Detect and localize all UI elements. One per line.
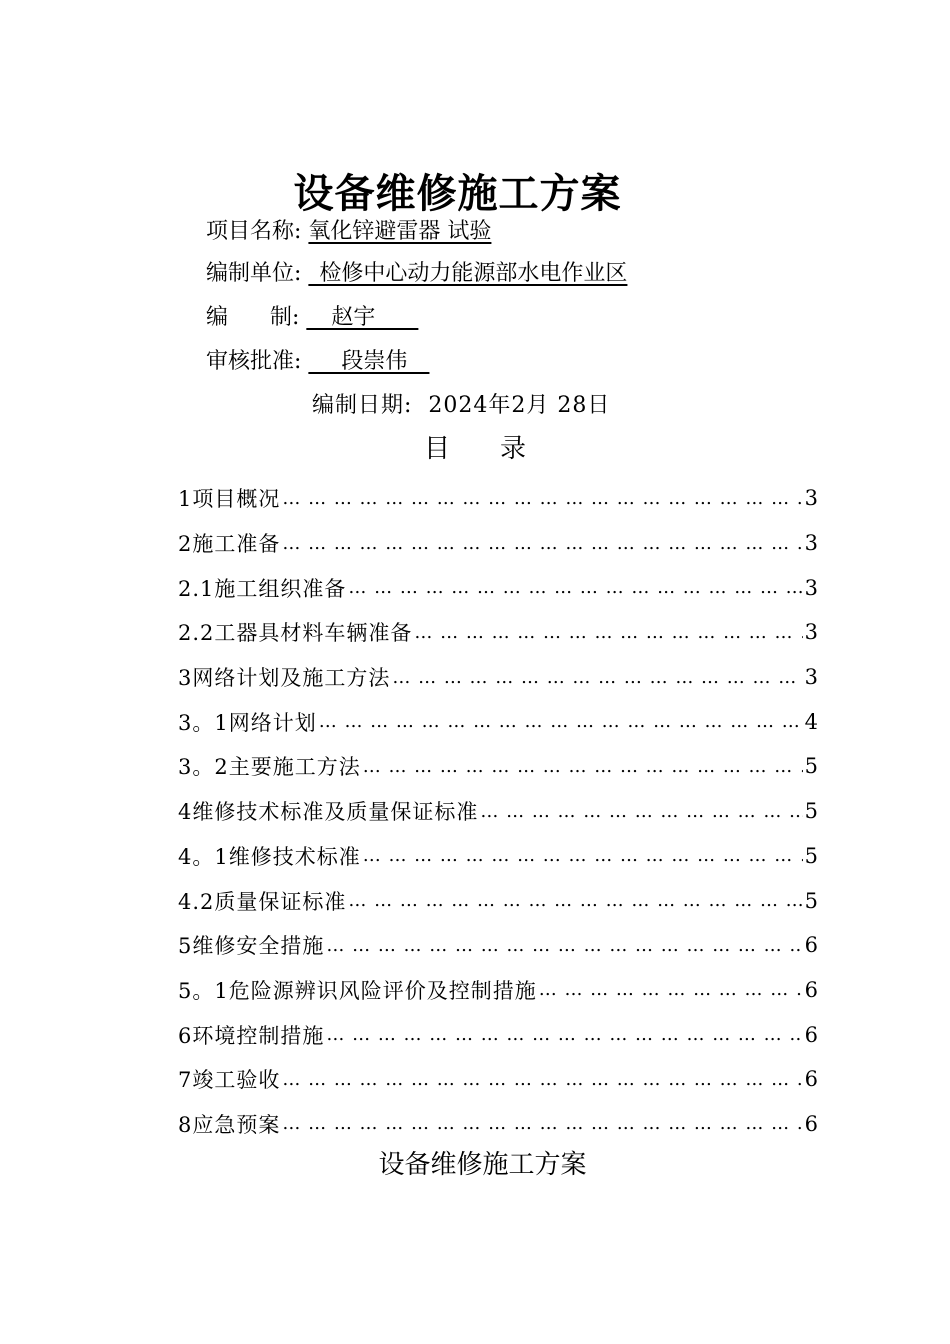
toc-leader <box>348 577 802 598</box>
toc-leader <box>282 488 802 509</box>
toc-item-page: 3 <box>804 575 818 600</box>
toc-leader <box>539 979 803 1000</box>
toc-item-text: 1项目概况 <box>178 487 281 512</box>
toc-leader <box>282 533 802 554</box>
project-name-label: 项目名称: <box>206 219 302 244</box>
toc-item-text: 4。1维修技术标准 <box>178 844 361 869</box>
toc-item-text: 3。1网络计划 <box>178 710 317 735</box>
toc-item-page: 3 <box>804 620 818 645</box>
toc-item[interactable] <box>178 878 818 923</box>
toc-item-text: 5维修安全措施 <box>178 934 325 959</box>
toc-item[interactable] <box>178 476 818 521</box>
toc-item[interactable] <box>178 655 818 700</box>
toc-leader <box>326 1024 802 1045</box>
toc-heading-left: 目 <box>423 434 450 464</box>
toc-item[interactable] <box>178 789 818 834</box>
toc-item-page: 4 <box>804 709 818 734</box>
toc-heading <box>0 428 950 465</box>
compiling-unit-label: 编制单位: <box>206 261 302 286</box>
toc-item-text: 6环境控制措施 <box>178 1023 325 1048</box>
toc-leader <box>392 667 802 688</box>
toc-item[interactable] <box>178 565 818 610</box>
section-title: 设备维修施工方案 <box>378 1150 587 1180</box>
toc-item-page: 5 <box>804 843 818 868</box>
toc-item[interactable] <box>178 521 818 566</box>
toc-item-text: 3。2主要施工方法 <box>178 755 361 780</box>
toc-item[interactable] <box>178 834 818 879</box>
toc-item-page: 6 <box>804 933 818 958</box>
toc-item-text: 3网络计划及施工方法 <box>178 666 391 691</box>
table-of-contents <box>178 476 818 1146</box>
toc-item-text: 2.2工器具材料车辆准备 <box>178 621 413 646</box>
toc-leader <box>282 1069 802 1090</box>
toc-leader <box>480 801 802 822</box>
toc-item-page: 5 <box>804 799 818 824</box>
document-title: 设备维修施工方案 <box>293 171 622 217</box>
toc-item-page: 3 <box>804 665 818 690</box>
author-row <box>206 300 418 331</box>
toc-item[interactable] <box>178 699 818 744</box>
author-value: _ 赵宇 __ <box>306 305 419 330</box>
toc-item[interactable] <box>178 610 818 655</box>
compiling-unit-row <box>206 256 627 287</box>
toc-item[interactable] <box>178 923 818 968</box>
toc-item-text: 8应急预案 <box>178 1112 281 1137</box>
toc-item-text: 4.2质量保证标准 <box>178 889 347 914</box>
toc-item[interactable] <box>178 1102 818 1147</box>
toc-item-text: 2施工准备 <box>178 532 281 557</box>
toc-item-page: 5 <box>804 888 818 913</box>
toc-item-page: 6 <box>804 1067 818 1092</box>
approver-row <box>206 344 429 375</box>
toc-item-text: 2.1施工组织准备 <box>178 576 347 601</box>
toc-item[interactable] <box>178 1057 818 1102</box>
project-name-value: 氧化锌避雷器 试验 <box>308 219 492 244</box>
toc-item-text: 5。1危险源辨识风险评价及控制措施 <box>178 978 537 1003</box>
toc-item-page: 6 <box>804 1022 818 1047</box>
toc-item-page: 5 <box>804 754 818 779</box>
compile-date: 编制日期: 2024年2月 28日 <box>312 393 611 418</box>
toc-item-page: 6 <box>804 977 818 1002</box>
approver-label: 审核批准: <box>206 349 302 374</box>
toc-heading-right: 录 <box>500 434 527 464</box>
project-name-row <box>206 214 491 245</box>
toc-item[interactable] <box>178 968 818 1013</box>
toc-leader <box>363 845 803 866</box>
toc-leader <box>414 622 802 643</box>
toc-leader <box>282 1113 802 1134</box>
toc-item-text: 7竣工验收 <box>178 1068 281 1093</box>
author-label: 编 制: <box>206 305 300 330</box>
toc-item[interactable] <box>178 744 818 789</box>
toc-leader <box>363 756 803 777</box>
toc-item-page: 3 <box>804 486 818 511</box>
compiling-unit-value: _检修中心动力能源部水电作业区 <box>308 261 628 286</box>
toc-item-page: 6 <box>804 1111 818 1136</box>
toc-leader <box>319 711 803 732</box>
toc-item-text: 4维修技术标准及质量保证标准 <box>178 800 479 825</box>
toc-item[interactable] <box>178 1012 818 1057</box>
toc-item-page: 3 <box>804 531 818 556</box>
toc-leader <box>326 935 802 956</box>
toc-leader <box>348 890 802 911</box>
approver-value: ___段崇伟__ <box>308 349 430 374</box>
